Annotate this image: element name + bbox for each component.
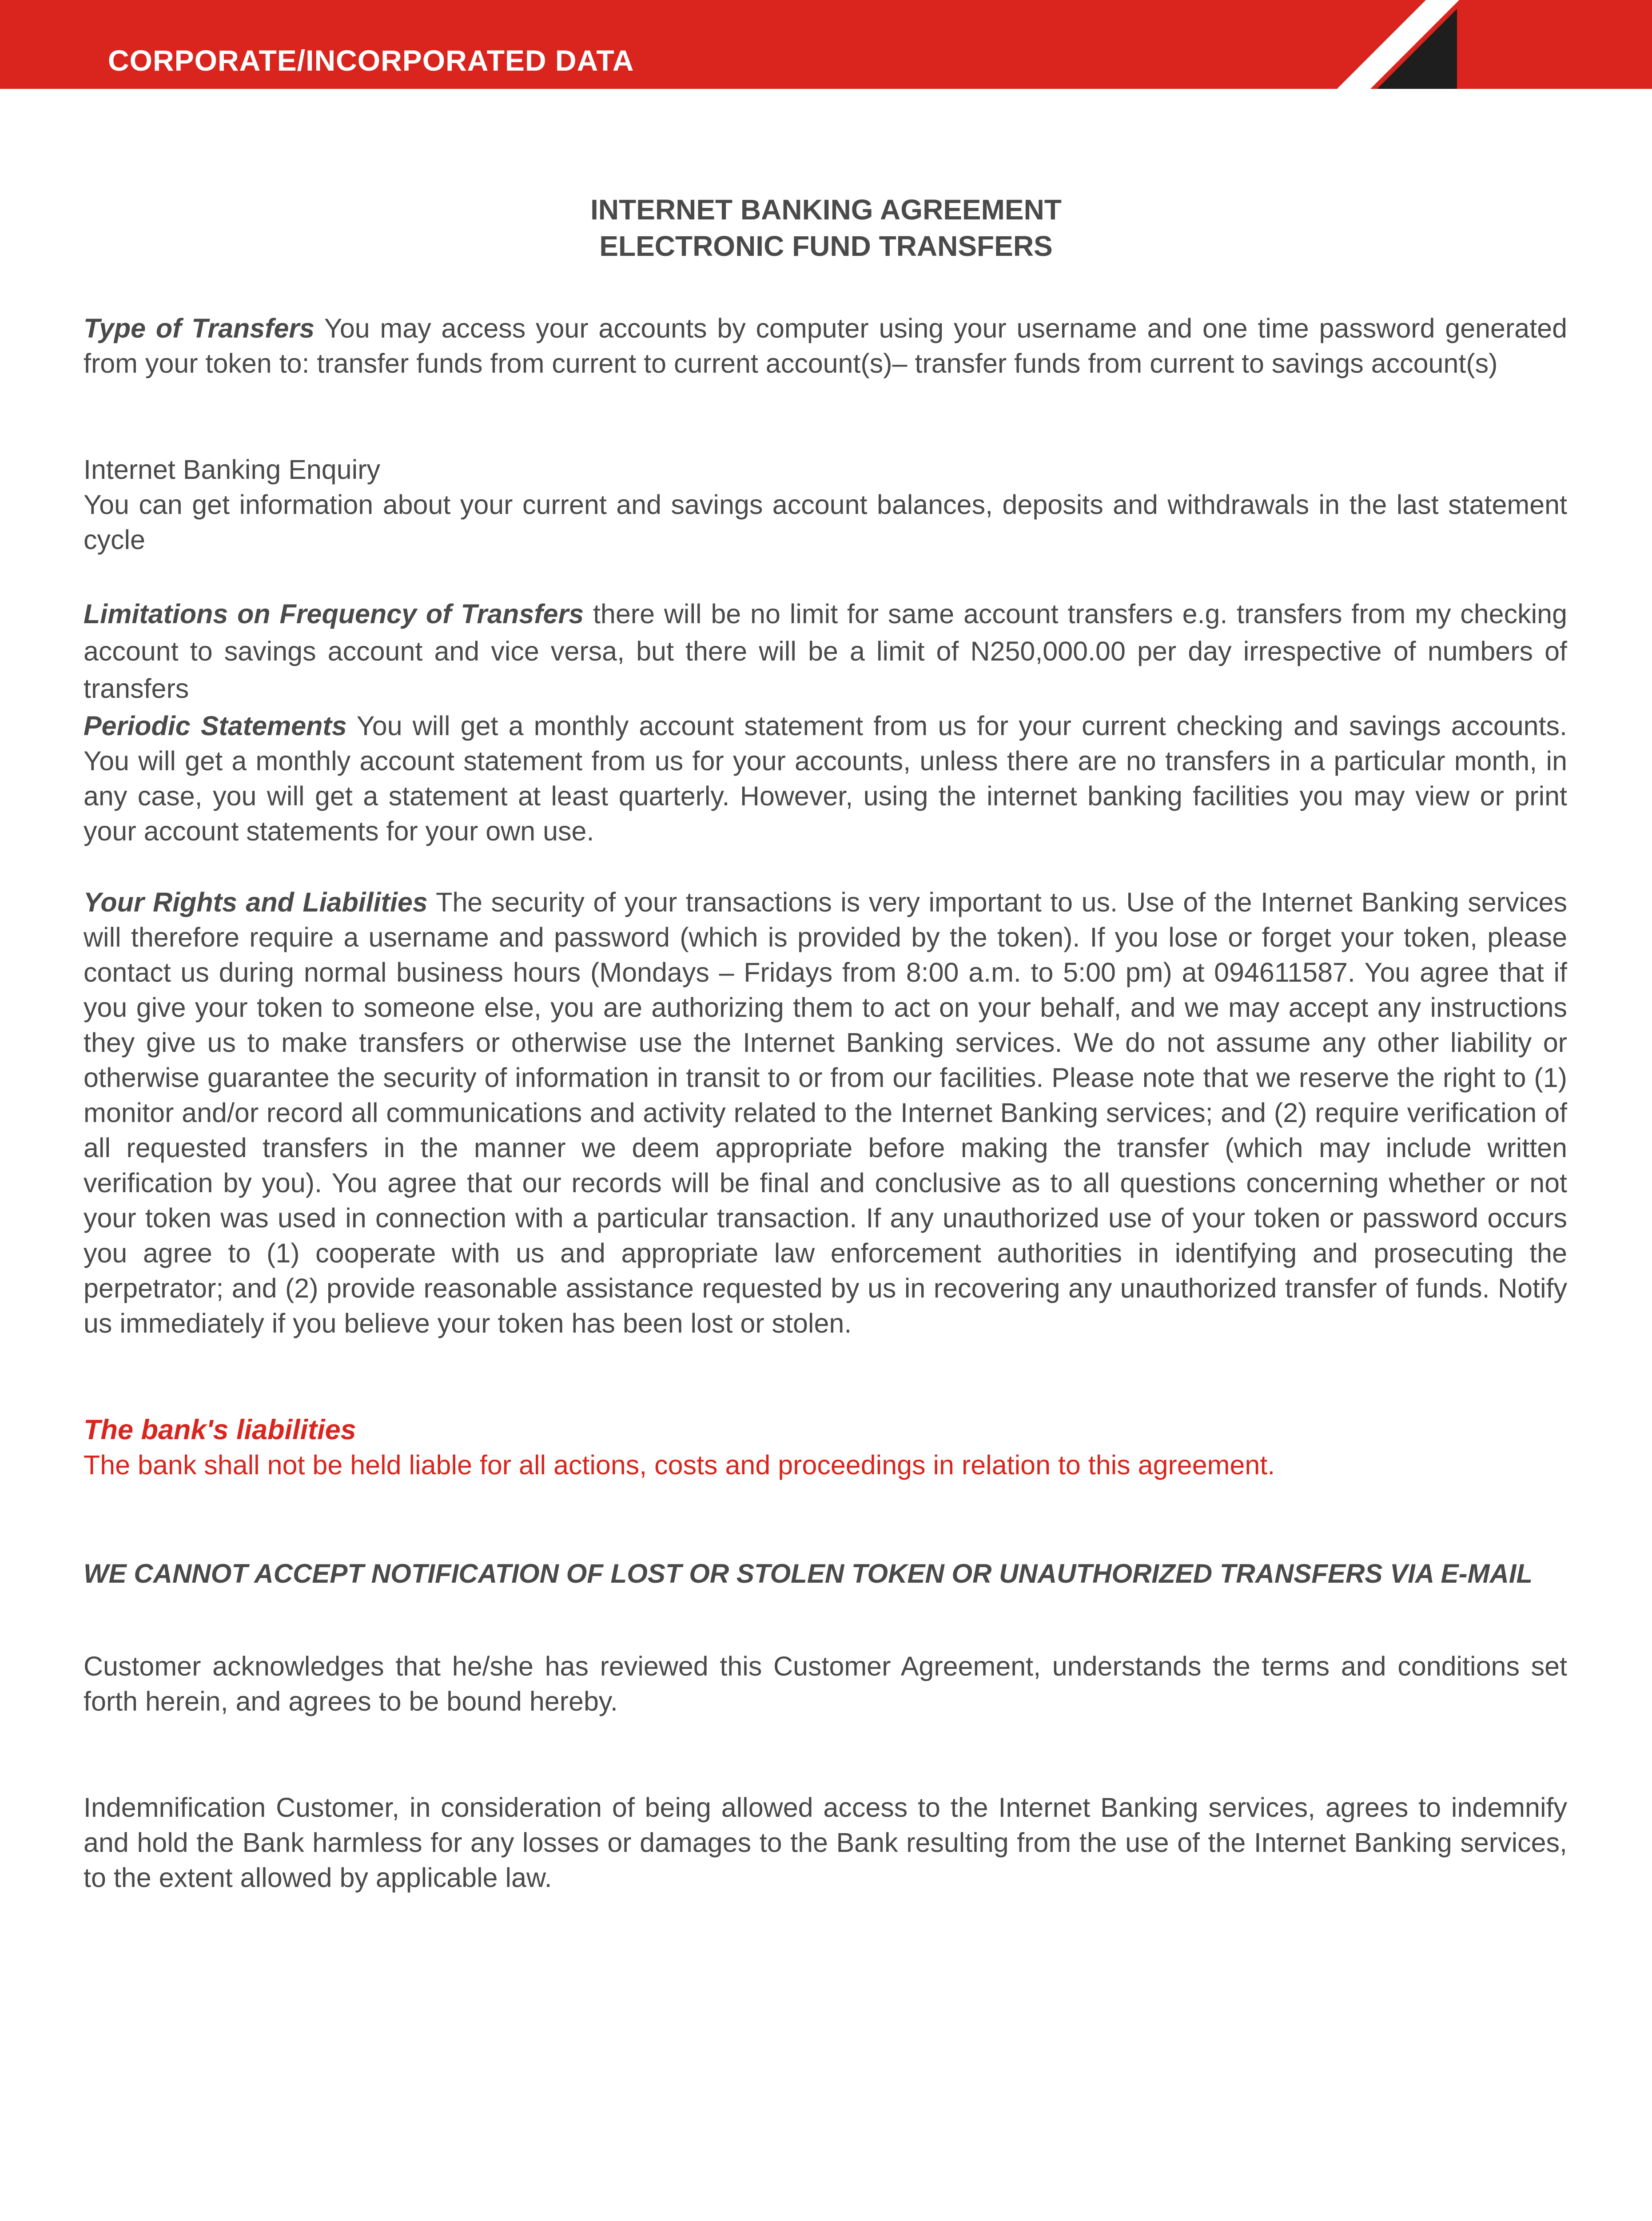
type-of-transfers-heading: Type of Transfers <box>84 313 315 343</box>
bank-liabilities-text: The bank shall not be held liable for all actions, costs and proceedings in relation to this agreement. <box>84 1450 1275 1480</box>
document-title: INTERNET BANKING AGREEMENT <box>590 194 1062 226</box>
header-section-title: CORPORATE/INCORPORATED DATA <box>108 44 634 77</box>
indemnification-paragraph: Indemnification Customer, in consideration of being allowed access to the Internet Banking services, agrees to indemnify and hold the Bank harmless for any losses or damages to the Bank resulting from the use of the Internet Banking services, to the extent allowed by applicable law. <box>84 1792 1567 1893</box>
enquiry-text: You can get information about your current and savings account balances, deposits and withdrawals in the last statement cycle <box>84 490 1567 555</box>
rights-liabilities-text: The security of your transactions is very important to us. Use of the Internet Banking services will therefore require a username and password (which is provided by the token). If you lose or forget your token, please contact us during normal business hours (Mondays – Fridays from 8:00 a.m. to 5:00 pm) at 094611587. You agree that if you give your token to someone else, you are authorizing them to act on your behalf, and we may accept any instructions they give us to make transfers or otherwise use the Internet Banking services. We do not assume any other liability or otherwise guarantee the security of information in transit to or from our facilities. Please note that we reserve the right to (1) monitor and/or record all communications and activity related to the Internet Banking services; and (2) require verification of all requested transfers in the manner we deem appropriate before making the transfer (which may include written verification by you). You agree that our records will be final and conclusive as to all questions concerning whether or not your token was used in connection with a particular transaction. If any unauthorized use of your token or password occurs you agree to (1) cooperate with us and appropriate law enforcement authorities in identifying and prosecuting the perpetrator; and (2) provide reasonable assistance requested by us in recovering any unauthorized transfer of funds. Notify us immediately if you believe your token has been lost or stolen. <box>84 887 1567 1338</box>
enquiry-heading: Internet Banking Enquiry <box>84 454 381 485</box>
limitations-text: there will be no limit for same account transfers e.g. transfers from my checking account to savings account and vice versa, but there will be a limit of N250,000.00 per day irrespective of numbers of transfers <box>84 599 1567 704</box>
limitations-heading: Limitations on Frequency of Transfers <box>84 599 584 629</box>
rights-liabilities-paragraph <box>84 885 1567 1341</box>
periodic-statements-paragraph <box>84 708 1567 849</box>
document-subtitle: ELECTRONIC FUND TRANSFERS <box>599 230 1053 262</box>
limitations-paragraph <box>84 595 1567 707</box>
email-notice: WE CANNOT ACCEPT NOTIFICATION OF LOST OR STOLEN TOKEN OR UNAUTHORIZED TRANSFERS VIA E-MAIL <box>84 1559 1533 1588</box>
rights-liabilities-heading: Your Rights and Liabilities <box>84 887 428 917</box>
bank-liabilities-heading: The bank's liabilities <box>84 1414 356 1445</box>
periodic-statements-heading: Periodic Statements <box>84 711 347 741</box>
type-of-transfers-paragraph <box>84 311 1567 381</box>
page-header <box>0 0 1652 89</box>
type-of-transfers-text: You may access your accounts by computer using your username and one time password generated from your token to: transfer funds from current to current account(s)– transfer funds from current to savings account(s) <box>84 313 1568 378</box>
periodic-statements-text: You will get a monthly account statement from us for your current checking and savings accounts. You will get a monthly account statement from us for your accounts, unless there are no transfers in a particular month, in any case, you will get a statement at least quarterly. However, using the internet banking facilities you may view or print your account statements for your own use. <box>84 711 1567 846</box>
acknowledgement-paragraph: Customer acknowledges that he/she has reviewed this Customer Agreement, understands the terms and conditions set forth herein, and agrees to be bound hereby. <box>84 1651 1567 1716</box>
